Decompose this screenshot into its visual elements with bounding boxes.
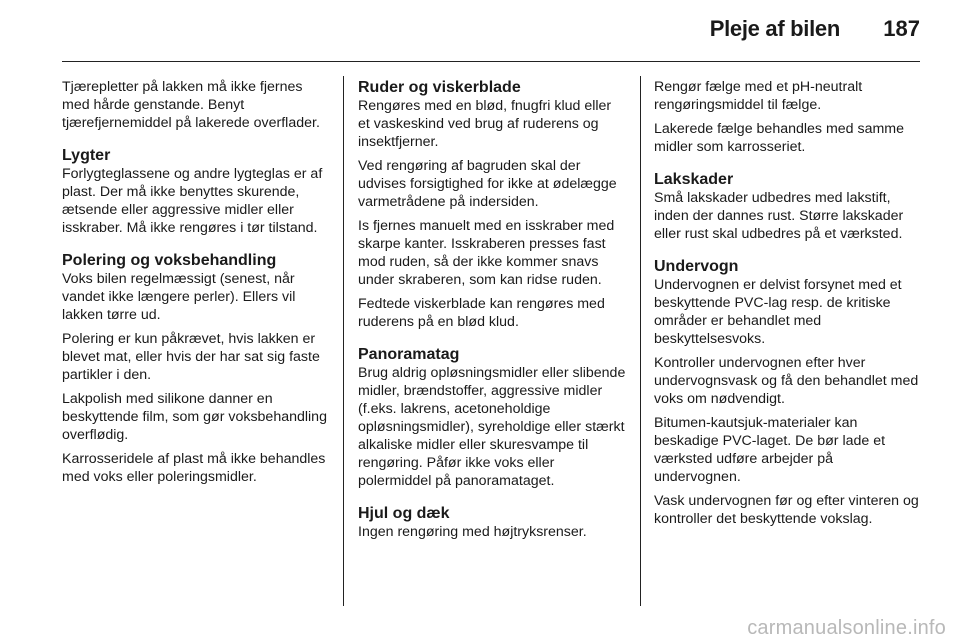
section-lakskader [654,170,922,243]
intro-paragraph: Tjærepletter på lakken må ikke fjernes med hårde genstande. Benyt tjærefjernemiddel på lakerede overflader. [62,79,320,131]
section-ruder [358,78,626,331]
section-panoramatag [358,345,626,490]
header-rule [62,61,920,62]
section-polering [62,251,330,486]
paragraph: Rengør fælge med et pH-neutralt rengøringsmiddel til fælge. [654,79,863,113]
column-3 [654,78,922,542]
section-lygter [62,146,330,237]
column-1 [62,78,330,500]
watermark: carmanualsonline.info [747,617,946,639]
paragraph: Bitumen-kautsjuk-materialer kan beskadige PVC-laget. De bør lade et værksted udføre arbejder på undervognen. [654,415,886,485]
heading-panoramatag: Panoramatag [358,346,460,363]
section-faelge [654,78,922,156]
paragraph: Ingen rengøring med højtryksrenser. [358,524,587,540]
paragraph: Vask undervognen før og efter vinteren og kontroller det beskyttende vokslag. [654,493,919,527]
paragraph: Undervognen er delvist forsynet med et beskyttende PVC-lag resp. de kritiske områder er behandlet med beskyttelsesvoks. [654,277,902,347]
section-hjul [358,504,626,541]
page-number: 187 [883,16,920,41]
paragraph: Ved rengøring af bagruden skal der udvises forsigtighed for ikke at ødelægge varmetrådene på indersiden. [358,158,617,210]
intro-section [62,78,330,132]
page-header [0,0,960,62]
section-title: Pleje af bilen [709,16,840,41]
heading-hjul: Hjul og dæk [358,505,450,522]
heading-lygter: Lygter [62,147,111,164]
paragraph: Små lakskader udbedres med lakstift, inden der dannes rust. Større lakskader eller rust skal udbedres på et værksted. [654,190,904,242]
section-undervogn [654,257,922,528]
paragraph: Voks bilen regelmæssigt (senest, når vandet ikke længere perler). Ellers vil lakken tørre ud. [62,271,296,323]
paragraph: Lakpolish med silikone danner en beskyttende film, som gør voksbehandling overflødig. [62,391,327,443]
column-divider-2 [640,76,641,606]
paragraph: Fedtede viskerblade kan rengøres med ruderens på en blød klud. [358,296,605,330]
paragraph: Brug aldrig opløsningsmidler eller slibende midler, brændstoffer, aggressive midler (f.eks. lakrens, acetoneholdige opløsningsmidler), syreholdige eller stærkt alkaliske midler eller skuresvampe til rengøring. Påfør ikke voks eller polermiddel på panoramataget. [358,365,626,489]
heading-lakskader: Lakskader [654,171,734,188]
column-2 [358,78,626,555]
heading-polering: Polering og voksbehandling [62,252,277,269]
paragraph: Polering er kun påkrævet, hvis lakken er blevet mat, eller hvis der har sat sig faste partikler i den. [62,331,320,383]
column-divider-1 [343,76,344,606]
paragraph: Kontroller undervognen efter hver undervognsvask og få den behandlet med voks om nødvendigt. [654,355,919,407]
paragraph: Karrosseridele af plast må ikke behandles med voks eller poleringsmidler. [62,451,326,485]
paragraph: Forlygteglassene og andre lygteglas er af plast. Der må ikke benyttes skurende, ætsende eller aggressive midler eller isskraber. Må ikke rengøres i tør tilstand. [62,166,323,236]
paragraph: Is fjernes manuelt med en isskraber med skarpe kanter. Isskraberen presses fast mod ruden, så der ikke kommer snavs under skraberen, som kan ridse ruden. [358,218,615,288]
heading-undervogn: Undervogn [654,258,739,275]
paragraph: Lakerede fælge behandles med samme midler som karrosseriet. [654,121,905,155]
heading-ruder: Ruder og viskerblade [358,79,521,96]
paragraph: Rengøres med en blød, fnugfri klud eller et vaskeskind ved brug af ruderens og insektfjerner. [358,98,612,150]
